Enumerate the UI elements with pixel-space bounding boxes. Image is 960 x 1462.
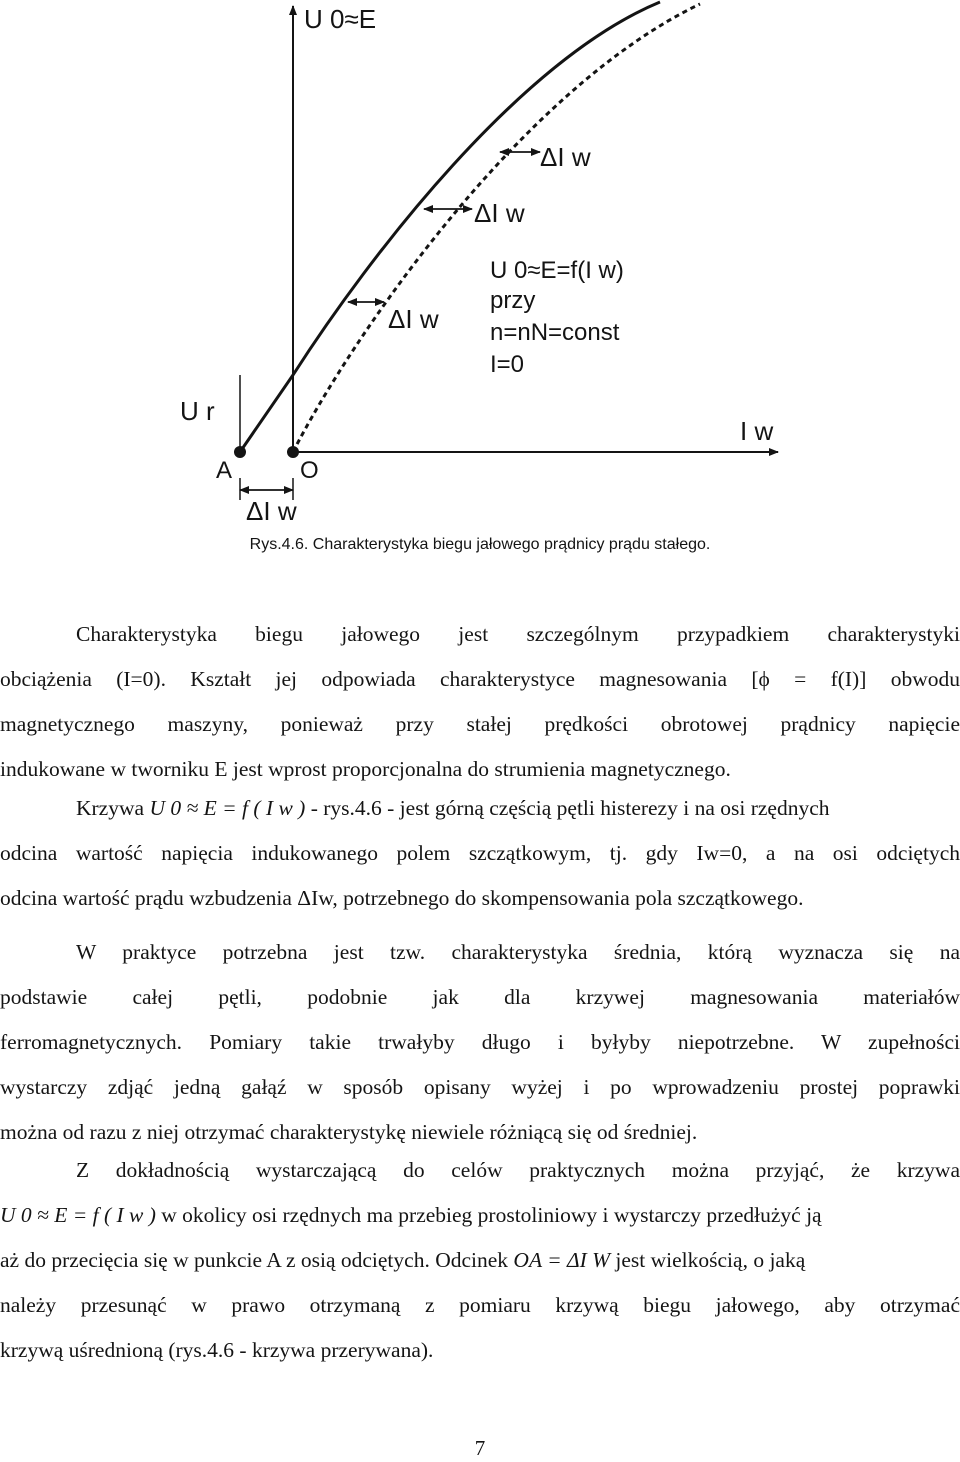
paragraph-1-line-4: indukowane w tworniku E jest wprost proporcjonalna do strumienia magnetycznego. [0, 757, 731, 781]
legend-line-1: U 0≈E=f(I w) [490, 257, 624, 284]
measured-characteristic-curve [240, 2, 660, 452]
paragraph-4-line-3-end: jest wielkością, o jaką [615, 1248, 806, 1272]
point-a-marker [234, 446, 246, 458]
paragraph-3-line-4: wystarczy zdjąć jedną gałąź w sposób opisany wyżej i po wprowadzeniu prostej poprawki [0, 1075, 960, 1099]
paragraph-4-line-1: Z dokładnością wystarczającą do celów praktycznych można przyjąć, że krzywa [76, 1158, 960, 1182]
legend-line-3: n=nN=const [490, 319, 620, 346]
paragraph-4-line-2-text: w okolicy osi rzędnych ma przebieg prostoliniowy i wystarczy przedłużyć ją [161, 1203, 822, 1227]
paragraph-3-line-3: ferromagnetycznych. Pomiary takie trwałyby długo i byłyby niepotrzebne. W zupełności [0, 1030, 960, 1054]
paragraph-2-krzywa: Krzywa [76, 796, 145, 820]
delta-top-label: ΔI w [540, 142, 591, 172]
paragraph-1 [0, 612, 960, 792]
paragraph-4-line-5: krzywą uśrednioną (rys.4.6 - krzywa przerywana). [0, 1338, 434, 1362]
paragraph-3-line-2: podstawie całej pętli, podobnie jak dla krzywej magnesowania materiałów [0, 985, 960, 1009]
legend-line-2: przy [490, 287, 536, 314]
paragraph-3-line-5: można od razu z niej otrzymać charakterystykę niewiele różniącą się od średniej. [0, 1120, 698, 1144]
paragraph-4-line-4: należy przesunąć w prawo otrzymaną z pomiaru krzywą biegu jałowego, aby otrzymać [0, 1293, 960, 1317]
paragraph-3-line-1: W praktyce potrzebna jest tzw. charakterystyka średnia, którą wyznacza się na [76, 940, 960, 964]
delta-upper-label: ΔI w [474, 198, 525, 228]
paragraph-4-line-2 [0, 1193, 960, 1238]
figure-caption: Rys.4.6. Charakterystyka biegu jałowego prądnicy prądu stałego. [249, 536, 711, 553]
delta-middle-label: ΔI w [388, 304, 439, 334]
point-o-label: O [300, 457, 319, 484]
point-o-marker [287, 446, 299, 458]
paragraph-2-line-2: odcina wartość napięcia indukowanego polem szczątkowym, tj. gdy Iw=0, a na osi odciętych [0, 841, 960, 865]
formula-u0-e-f-iw-2: U 0 ≈ E = f ( I w ) [0, 1203, 156, 1227]
no-load-characteristic-figure [0, 0, 960, 530]
paragraph-3 [0, 930, 960, 1155]
averaged-characteristic-curve [293, 4, 700, 452]
paragraph-4 [0, 1148, 960, 1373]
paragraph-2-line-1 [0, 786, 960, 831]
delta-bottom-label: ΔI w [246, 496, 297, 526]
paragraph-4-line-3 [0, 1238, 960, 1283]
paragraph-1-line-3: magnetycznego maszyny, ponieważ przy stałej prędkości obrotowej prądnicy napięcie [0, 712, 960, 736]
formula-u0-e-f-iw: U 0 ≈ E = f ( I w ) [149, 796, 306, 820]
paragraph-2 [0, 786, 960, 921]
paragraph-2-line-1-rest: - rys.4.6 - jest górną częścią pętli histerezy i na osi rzędnych [310, 796, 830, 820]
legend-line-4: I=0 [490, 351, 525, 378]
point-a-label: A [216, 457, 233, 484]
paragraph-1-line-2: obciążenia (I=0). Kształt jej odpowiada charakterystyce magnesowania [ϕ = f(I)] obwodu [0, 667, 960, 691]
paragraph-1-line-1: Charakterystyka biegu jałowego jest szczególnym przypadkiem charakterystyki [76, 622, 960, 646]
paragraph-2-line-3: odcina wartość prądu wzbudzenia ΔIw, potrzebnego do skompensowania pola szczątkowego. [0, 886, 804, 910]
paragraph-4-line-3-start: aż do przecięcia się w punkcie A z osią odciętych. Odcinek [0, 1248, 509, 1272]
vertical-axis-label: U 0≈E [304, 4, 377, 34]
residual-voltage-label: U r [180, 396, 215, 426]
formula-oa-delta-iw: OA = ΔI W [513, 1248, 611, 1272]
page-number: 7 [474, 1436, 486, 1460]
horizontal-axis-label: I w [740, 416, 774, 446]
